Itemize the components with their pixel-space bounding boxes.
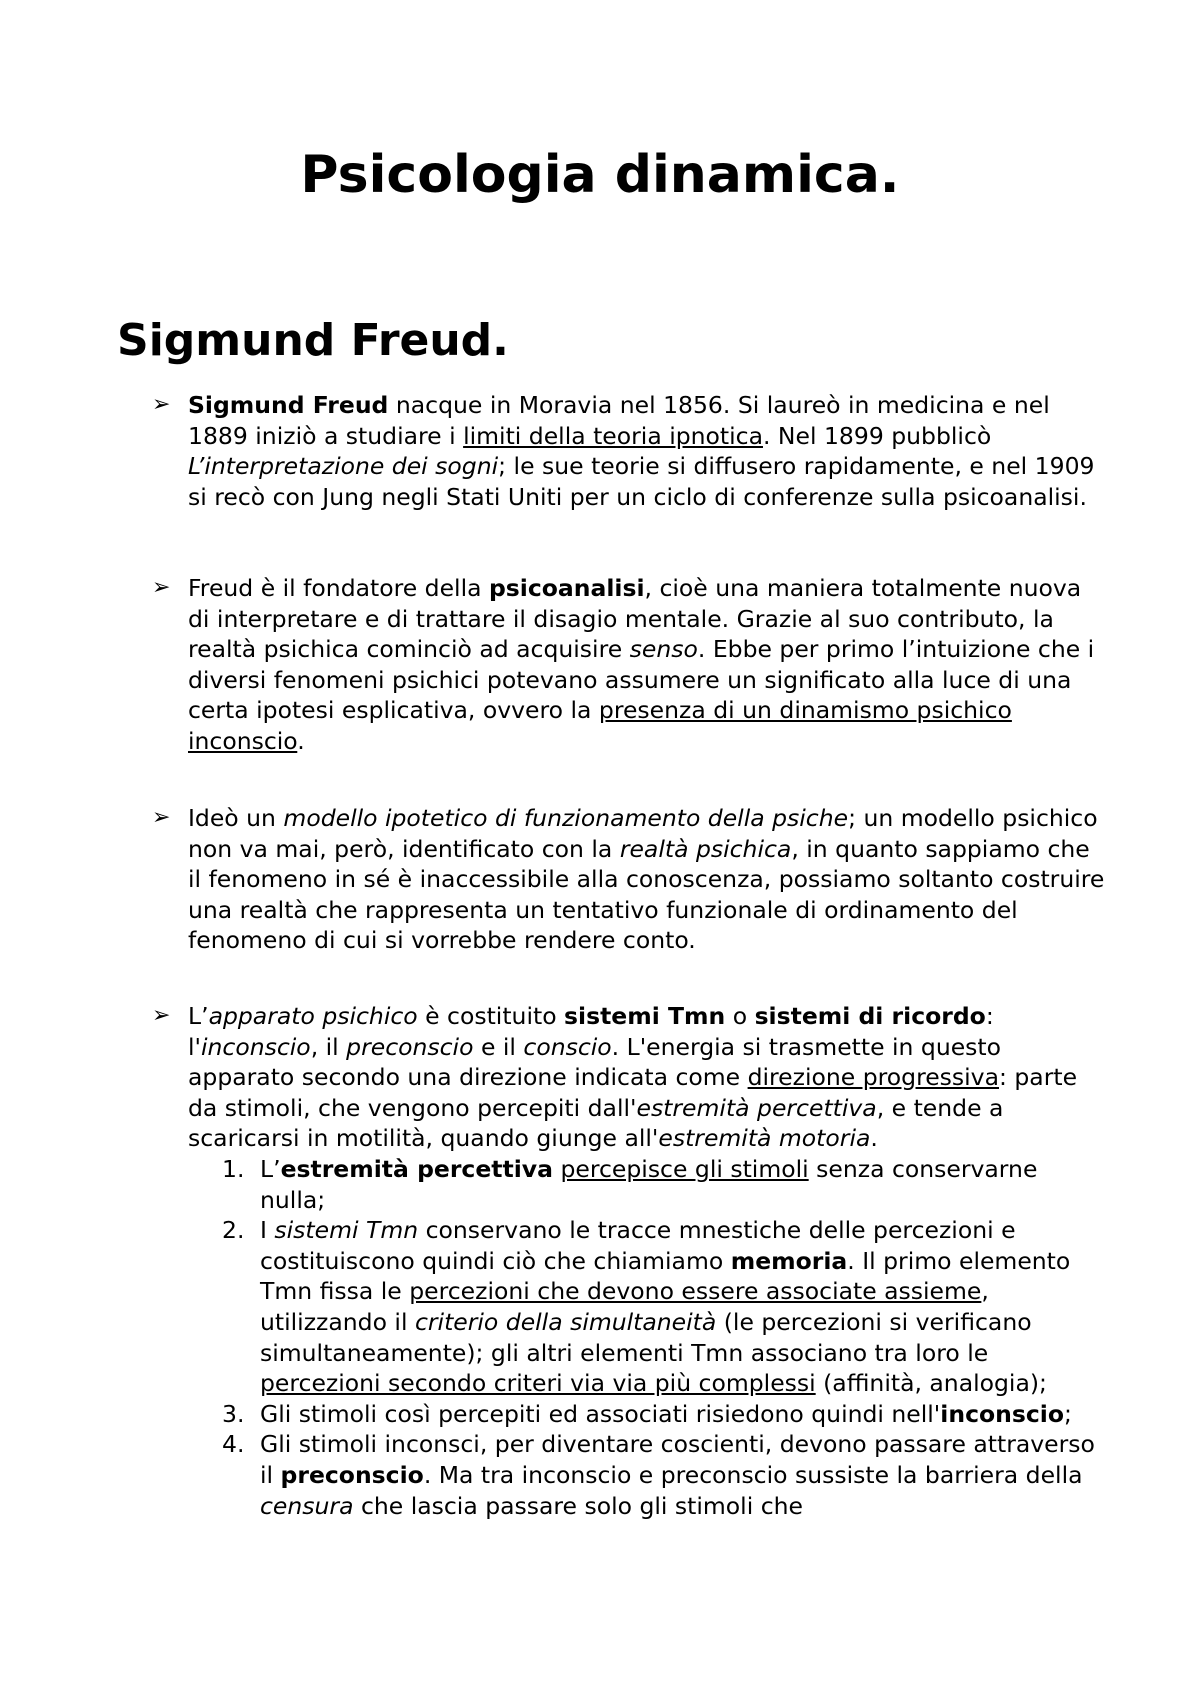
text: che lascia passare solo gli stimoli che [353,1491,803,1520]
italic-text: realtà psichica [619,834,792,863]
italic-text: conscio [523,1032,612,1061]
text: . Ma tra inconscio e preconscio sussiste la barriera della [423,1460,1083,1489]
text: ; un modello psichico non va mai, però, identificato con la [188,804,1098,863]
text: , cioè una maniera totalmente nuova di interpretare e di trattare il disagio mentale. Grazie al suo contributo, la realtà psichica cominciò ad acquisire [188,574,1082,664]
bold-text: sistemi di ricordo [754,1002,986,1030]
section-heading: Sigmund Freud. [117,315,509,366]
italic-text: apparato psichico [208,1002,418,1030]
text: , in quanto sappiamo che il fenomeno in sé è inaccessibile alla conoscenza, possiamo soltanto costruire una realtà che rappresenta un tentativo funzionale di ordinamento del fenomeno di cui si vorrebbe rendere conto. [188,834,1105,955]
text: è costituito [417,1002,565,1030]
bold-text: psicoanalisi [488,574,645,602]
text: o [725,1002,755,1030]
list-item [222,1154,1108,1215]
paragraph-text [188,803,1108,956]
text: : l' [188,1002,994,1061]
text: ; le sue teorie si diffusero rapidamente, e nel 1909 si recò con Jung negli Stati Uniti per un ciclo di conferenze sulla psicoanalisi. [188,452,1095,511]
list-number: 1. [222,1154,245,1183]
paragraph-text [188,573,1108,757]
italic-text: estremità motoria [658,1124,871,1153]
text: , utilizzando il [260,1277,989,1336]
bullet-paragraph-biography [152,390,1108,512]
text: conservano le tracce mnestiche delle percezioni e costituiscono quindi ciò che chiamiamo [260,1216,1016,1275]
italic-text: inconscio [201,1032,311,1061]
bold-text: preconscio [280,1460,424,1489]
bullet-paragraph-model [152,803,1108,956]
list-number: 2. [222,1216,245,1245]
underlined-text: percezioni secondo criteri via via più complessi [260,1369,816,1398]
paragraph-text [188,1001,1108,1154]
underlined-text: direzione progressiva [747,1063,999,1092]
text: . [870,1124,878,1153]
italic-text: sistemi Tmn [274,1216,419,1245]
arrow-bullet-icon: ➢ [152,575,171,600]
underlined-text: percepisce gli stimoli [560,1154,809,1183]
list-item [222,1215,1108,1399]
italic-text: censura [260,1491,354,1520]
text: . L'energia si trasmette in questo apparato secondo una direzione indicata come [188,1032,1002,1092]
text: L’ [188,1002,209,1030]
italic-text: estremità percettiva [636,1093,877,1122]
list-item [222,1429,1108,1521]
bold-text: memoria [730,1246,848,1275]
text: , e tende a scaricarsi in motilità, quando giunge all' [188,1093,1004,1153]
bullet-paragraph-apparatus [152,1001,1108,1521]
italic-text: senso [629,635,698,664]
list-number: 3. [222,1399,245,1428]
text: Gli stimoli inconsci, per diventare coscienti, devono passare attraverso il [260,1430,1095,1489]
paragraph-text [188,390,1108,512]
italic-text: preconscio [346,1032,474,1061]
page-title: Psicologia dinamica. [300,145,900,205]
text: ; [1064,1399,1072,1428]
numbered-list [188,1154,1108,1521]
bold-text: inconscio [940,1399,1064,1428]
bold-text: Sigmund Freud [188,391,389,419]
bold-text: sistemi Tmn [564,1002,726,1030]
underlined-text: percezioni che devono essere associate assieme [409,1277,982,1306]
underlined-text: presenza di un dinamismo psichico inconscio [188,696,1012,755]
arrow-bullet-icon: ➢ [152,392,171,417]
text: e il [473,1032,524,1061]
arrow-bullet-icon: ➢ [152,1003,171,1028]
bullet-paragraph-psychoanalysis [152,573,1108,757]
text: (affinità, analogia); [815,1369,1047,1398]
text: senza conservarne nulla; [260,1154,1038,1214]
text: . Il primo elemento Tmn fissa le [260,1246,1071,1306]
bold-text: estremità percettiva [280,1154,553,1183]
italic-text: criterio della simultaneità [414,1307,717,1336]
list-number: 4. [222,1430,245,1459]
italic-text: modello ipotetico di funzionamento della psiche [283,804,849,832]
arrow-bullet-icon: ➢ [152,805,171,830]
text: , il [310,1032,347,1061]
italic-text: L’interpretazione dei sogni [188,452,499,481]
text: (le percezioni si verificano simultaneamente); gli altri elementi Tmn associano tra loro le [260,1307,1032,1367]
text: . Ebbe per primo l’intuizione che i diversi fenomeni psichici potevano assumere un significato alla luce di una certa ipotesi esplicativa, ovvero la [188,635,1095,725]
text: I [260,1216,275,1245]
text: . [297,726,305,755]
text: Freud è il fondatore della [188,574,489,602]
text: nacque in Moravia nel 1856. Si laureò in medicina e nel 1889 iniziò a studiare i [188,391,1050,450]
text: . Nel 1899 pubblicò [762,421,992,450]
text: L’ [260,1154,281,1183]
text: : parte da stimoli, che vengono percepiti dall' [188,1063,1078,1122]
underlined-text: limiti della teoria ipnotica [463,421,763,450]
list-item [222,1399,1108,1430]
text: Gli stimoli così percepiti ed associati risiedono quindi nell' [260,1399,941,1428]
text: Ideò un [188,804,284,832]
